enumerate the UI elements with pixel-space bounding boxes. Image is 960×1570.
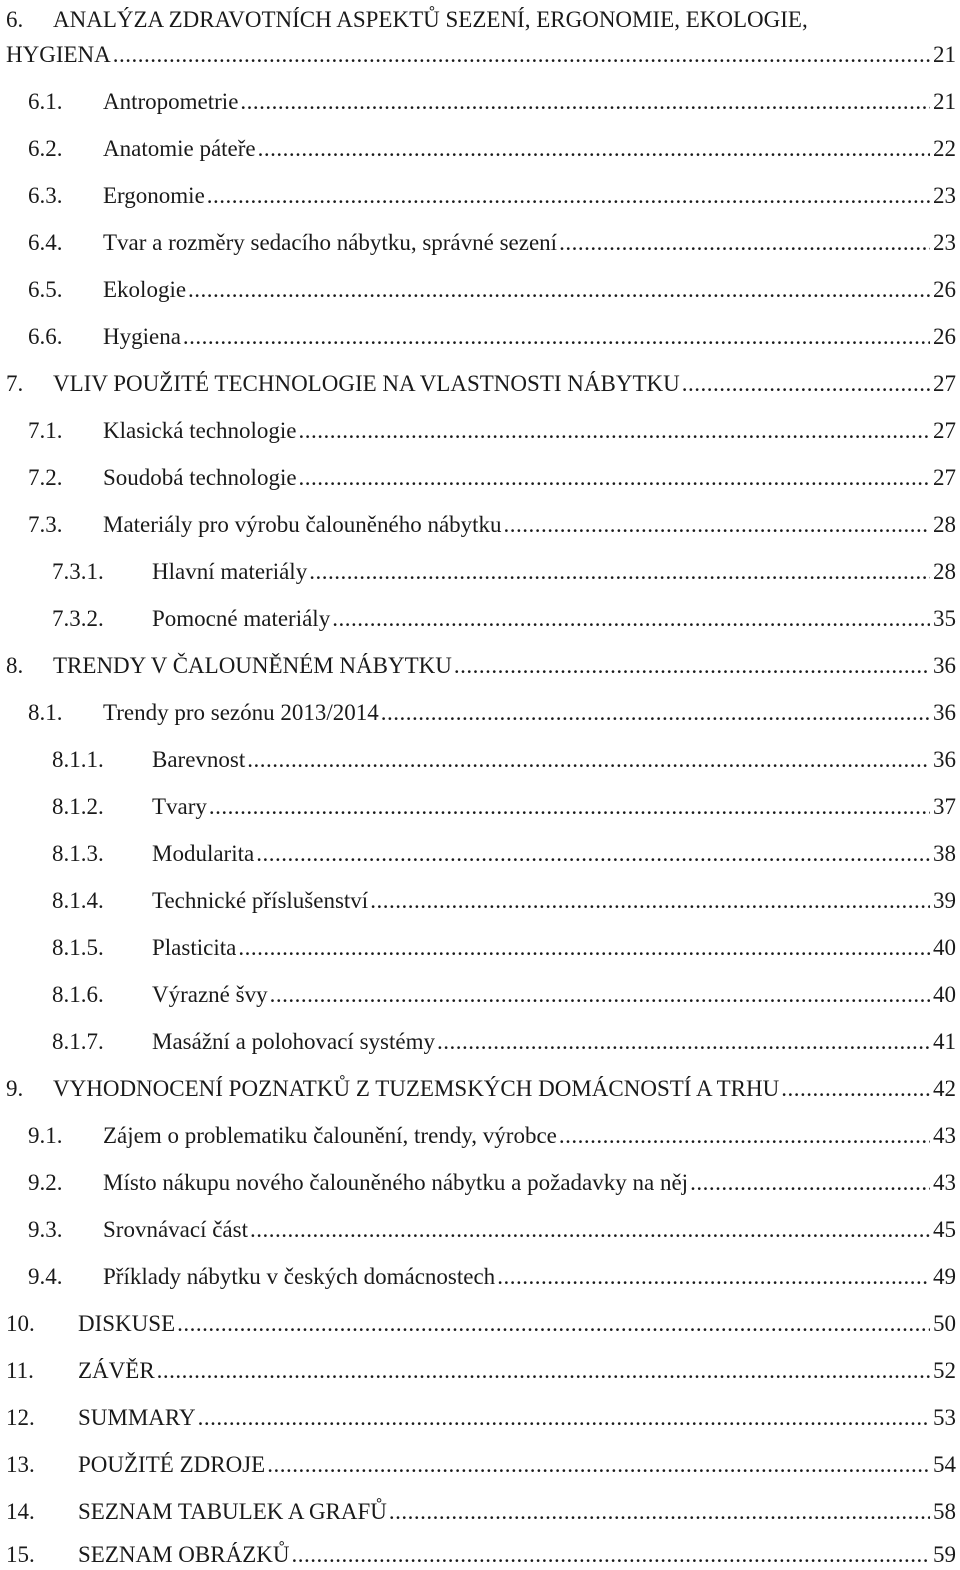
toc-number: 8.1.2. (52, 794, 104, 819)
dot-leader (267, 1450, 930, 1480)
toc-number: 6.2. (28, 136, 63, 161)
toc-page: 23 (933, 230, 956, 255)
toc-page: 27 (933, 465, 956, 490)
toc-title: Plasticita (152, 935, 237, 960)
toc-page: 35 (933, 606, 956, 631)
toc-page: 21 (933, 42, 956, 67)
toc-title: Srovnávací část (103, 1217, 248, 1242)
toc-title: Modularita (152, 841, 255, 866)
toc-entry-chapter[interactable] (6, 1309, 956, 1339)
toc-title: ANALÝZA ZDRAVOTNÍCH ASPEKTŮ SEZENÍ, ERGONOMIE, EKOLOGIE, (53, 7, 808, 32)
toc-number: 7. (6, 371, 24, 396)
toc-number: 8.1.3. (52, 841, 104, 866)
toc-page: 22 (933, 136, 956, 161)
toc-entry[interactable] (28, 463, 956, 493)
dot-leader (270, 980, 930, 1010)
toc-title-continuation: HYGIENA (6, 42, 111, 67)
toc-number: 7.3.2. (52, 606, 104, 631)
toc-number: 8.1. (28, 700, 63, 725)
toc-entry[interactable] (28, 87, 956, 117)
toc-number: 13. (6, 1452, 35, 1477)
toc-title: ZÁVĚR (78, 1358, 155, 1383)
dot-leader (247, 745, 930, 775)
dot-leader (690, 1168, 930, 1198)
toc-entry[interactable] (28, 1168, 956, 1198)
toc-title: VLIV POUŽITÉ TECHNOLOGIE NA VLASTNOSTI NÁBYTKU (53, 371, 680, 396)
dot-leader (250, 1215, 930, 1245)
toc-entry[interactable] (28, 1121, 956, 1151)
toc-number: 6.1. (28, 89, 63, 114)
toc-page: 26 (933, 324, 956, 349)
toc-entry-sub[interactable] (52, 980, 956, 1010)
toc-entry-chapter[interactable] (6, 651, 956, 681)
toc-entry-chapter[interactable] (6, 1497, 956, 1527)
toc-page: 43 (933, 1123, 956, 1148)
toc-entry-6-line2[interactable] (6, 40, 956, 70)
toc-title: SEZNAM OBRÁZKŮ (78, 1542, 290, 1567)
toc-entry[interactable] (28, 698, 956, 728)
toc-number: 8.1.1. (52, 747, 104, 772)
toc-page: 41 (933, 1029, 956, 1054)
toc-title: TRENDY V ČALOUNĚNÉM NÁBYTKU (53, 653, 452, 678)
dot-leader (504, 510, 930, 540)
toc-entry[interactable] (28, 510, 956, 540)
toc-title: Příklady nábytku v českých domácnostech (103, 1264, 496, 1289)
toc-title: Materiály pro výrobu čalouněného nábytku (103, 512, 502, 537)
dot-leader (497, 1262, 930, 1292)
toc-title: SUMMARY (78, 1405, 196, 1430)
toc-entry-6-line1 (6, 6, 808, 34)
toc-number: 7.2. (28, 465, 63, 490)
dot-leader (454, 651, 930, 681)
dot-leader (299, 416, 930, 446)
toc-number: 14. (6, 1499, 35, 1524)
dot-leader (207, 181, 930, 211)
dot-leader (209, 792, 930, 822)
toc-title: Klasická technologie (103, 418, 297, 443)
toc-page: 59 (933, 1542, 956, 1567)
dot-leader (240, 87, 930, 117)
dot-leader (309, 557, 930, 587)
toc-entry-sub[interactable] (52, 745, 956, 775)
toc-number: 8.1.6. (52, 982, 104, 1007)
toc-title: VYHODNOCENÍ POZNATKŮ Z TUZEMSKÝCH DOMÁCNOSTÍ A TRHU (53, 1076, 780, 1101)
toc-number: 7.3.1. (52, 559, 104, 584)
toc-entry[interactable] (28, 181, 956, 211)
dot-leader (258, 134, 930, 164)
toc-page: 40 (933, 982, 956, 1007)
dot-leader (157, 1356, 930, 1386)
toc-entry[interactable] (28, 228, 956, 258)
toc-title: Hlavní materiály (152, 559, 308, 584)
toc-title: POUŽITÉ ZDROJE (78, 1452, 266, 1477)
toc-title: Trendy pro sezónu 2013/2014 (103, 700, 379, 725)
dot-leader (559, 1121, 930, 1151)
toc-title: Zájem o problematiku čalounění, trendy, výrobce (103, 1123, 557, 1148)
toc-entry-sub[interactable] (52, 933, 956, 963)
toc-entry-chapter[interactable] (6, 1540, 956, 1570)
toc-page: 54 (933, 1452, 956, 1477)
toc-number: 9.1. (28, 1123, 63, 1148)
toc-number: 8.1.5. (52, 935, 104, 960)
toc-entry-chapter[interactable] (6, 369, 956, 399)
toc-page: 53 (933, 1405, 956, 1430)
toc-page: 45 (933, 1217, 956, 1242)
dot-leader (238, 933, 930, 963)
toc-entry-sub[interactable] (52, 886, 956, 916)
toc-page: 27 (933, 371, 956, 396)
toc-page: 21 (933, 89, 956, 114)
toc-page: 38 (933, 841, 956, 866)
toc-entry-sub[interactable] (52, 604, 956, 634)
toc-page: 26 (933, 277, 956, 302)
toc-entry-sub[interactable] (52, 839, 956, 869)
toc-number: 15. (6, 1542, 35, 1567)
dot-leader (781, 1074, 930, 1104)
dot-leader (291, 1540, 930, 1570)
dot-leader (299, 463, 930, 493)
toc-page: 36 (933, 700, 956, 725)
toc-number: 9.3. (28, 1217, 63, 1242)
toc-number: 6.3. (28, 183, 63, 208)
toc-title: Ergonomie (103, 183, 205, 208)
toc-entry-chapter[interactable] (6, 1356, 956, 1386)
toc-number: 6.5. (28, 277, 63, 302)
toc-number: 11. (6, 1358, 34, 1383)
toc-number: 7.3. (28, 512, 63, 537)
toc-page: 39 (933, 888, 956, 913)
toc-entry[interactable] (28, 322, 956, 352)
toc-entry[interactable] (28, 134, 956, 164)
toc-number: 12. (6, 1405, 35, 1430)
toc-page: 58 (933, 1499, 956, 1524)
toc-page: 40 (933, 935, 956, 960)
toc-title: Soudobá technologie (103, 465, 297, 490)
toc-number: 6. (6, 7, 24, 32)
toc-number: 9.4. (28, 1264, 63, 1289)
dot-leader (389, 1497, 930, 1527)
dot-leader (682, 369, 930, 399)
toc-title: Masážní a polohovací systémy (152, 1029, 435, 1054)
toc-page: 23 (933, 183, 956, 208)
toc-number: 8.1.7. (52, 1029, 104, 1054)
toc-title: Pomocné materiály (152, 606, 331, 631)
toc-title: SEZNAM TABULEK A GRAFŮ (78, 1499, 387, 1524)
toc-page: 28 (933, 512, 956, 537)
toc-number: 8. (6, 653, 24, 678)
dot-leader (381, 698, 930, 728)
toc-entry-chapter[interactable] (6, 1074, 956, 1104)
toc-entry[interactable] (28, 275, 956, 305)
toc-page: 42 (933, 1076, 956, 1101)
toc-page: 49 (933, 1264, 956, 1289)
toc-number: 6.4. (28, 230, 63, 255)
toc-entry-chapter[interactable] (6, 1403, 956, 1433)
toc-title: Technické příslušenství (152, 888, 369, 913)
toc-page: 52 (933, 1358, 956, 1383)
toc-page: 36 (933, 747, 956, 772)
toc-page: 27 (933, 418, 956, 443)
dot-leader (559, 228, 930, 258)
toc-title: DISKUSE (78, 1311, 176, 1336)
toc-title: Barevnost (152, 747, 246, 772)
toc-entry[interactable] (28, 416, 956, 446)
toc-page: 36 (933, 653, 956, 678)
dot-leader (183, 322, 930, 352)
toc-number: 7.1. (28, 418, 63, 443)
toc-title: Tvary (152, 794, 207, 819)
dot-leader (332, 604, 930, 634)
toc-entry-sub[interactable] (52, 557, 956, 587)
dot-leader (198, 1403, 930, 1433)
dot-leader (256, 839, 930, 869)
toc-page: 50 (933, 1311, 956, 1336)
toc-number: 10. (6, 1311, 35, 1336)
toc-title: Hygiena (103, 324, 181, 349)
dot-leader (113, 40, 930, 70)
toc-entry-sub[interactable] (52, 792, 956, 822)
toc-entry[interactable] (28, 1215, 956, 1245)
dot-leader (370, 886, 930, 916)
toc-title: Ekologie (103, 277, 187, 302)
toc-number: 6.6. (28, 324, 63, 349)
toc-title: Tvar a rozměry sedacího nábytku, správné sezení (103, 230, 558, 255)
toc-number: 8.1.4. (52, 888, 104, 913)
toc-title: Výrazné švy (152, 982, 268, 1007)
toc-title: Místo nákupu nového čalouněného nábytku a požadavky na něj (103, 1170, 689, 1195)
toc-page: 28 (933, 559, 956, 584)
toc-entry-chapter[interactable] (6, 1450, 956, 1480)
dot-leader (437, 1027, 930, 1057)
dot-leader (188, 275, 930, 305)
toc-number: 9.2. (28, 1170, 63, 1195)
toc-title: Antropometrie (103, 89, 239, 114)
toc-entry[interactable] (28, 1262, 956, 1292)
toc-page: 37 (933, 794, 956, 819)
toc-title: Anatomie páteře (103, 136, 256, 161)
dot-leader (177, 1309, 930, 1339)
toc-page: 43 (933, 1170, 956, 1195)
toc-number: 9. (6, 1076, 24, 1101)
toc-entry-sub[interactable] (52, 1027, 956, 1057)
